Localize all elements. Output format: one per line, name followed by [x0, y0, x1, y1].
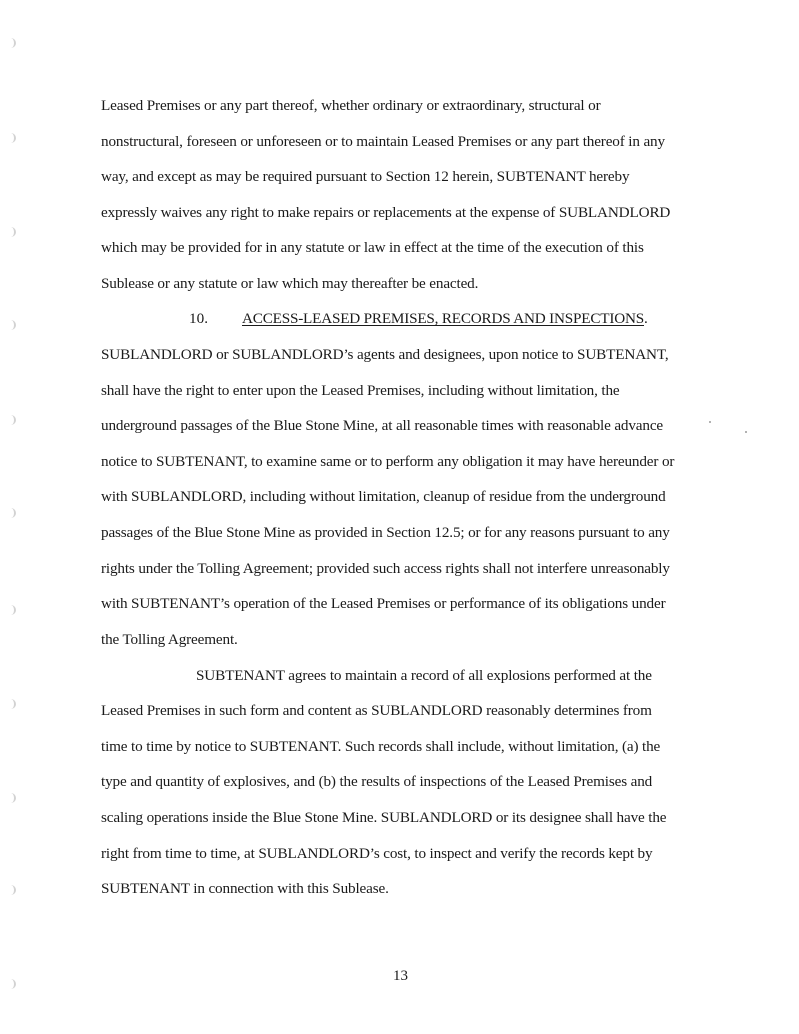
- section-number: 10.: [189, 310, 208, 327]
- text-line: Leased Premises in such form and content as SUBLANDLORD reasonably determines from: [101, 702, 652, 719]
- scan-margin-mark: [9, 979, 16, 989]
- scan-margin-mark: [9, 38, 16, 48]
- scan-margin-mark: [9, 885, 16, 895]
- section-title: [242, 310, 648, 328]
- text-line: type and quantity of explosives, and (b) the results of inspections of the Leased Premises and: [101, 773, 653, 790]
- section-title-punct: .: [644, 310, 648, 327]
- scan-margin-mark: [9, 415, 16, 425]
- scan-margin-mark: [9, 227, 16, 237]
- text-line: Leased Premises or any part thereof, whether ordinary or extraordinary, structural or: [101, 97, 601, 114]
- text-line: which may be provided for in any statute or law in effect at the time of the execution of this: [101, 239, 644, 256]
- text-line: with SUBTENANT’s operation of the Leased Premises or performance of its obligations under: [101, 595, 666, 612]
- text-line: SUBTENANT agrees to maintain a record of all explosions performed at the: [196, 667, 652, 684]
- text-line: with SUBLANDLORD, including without limitation, cleanup of residue from the underground: [101, 488, 666, 505]
- text-line: SUBLANDLORD or SUBLANDLORD’s agents and designees, upon notice to SUBTENANT,: [101, 346, 669, 363]
- text-line: shall have the right to enter upon the Leased Premises, including without limitation, the: [101, 382, 620, 399]
- scan-margin-mark: [9, 508, 16, 518]
- scan-margin-mark: [9, 699, 16, 709]
- text-line: Sublease or any statute or law which may thereafter be enacted.: [101, 275, 479, 292]
- text-line: right from time to time, at SUBLANDLORD’s cost, to inspect and verify the records kept by: [101, 845, 653, 862]
- scan-margin-mark: [9, 320, 16, 330]
- text-line: passages of the Blue Stone Mine as provided in Section 12.5; or for any reasons pursuant to any: [101, 524, 670, 541]
- text-line: expressly waives any right to make repairs or replacements at the expense of SUBLANDLORD: [101, 204, 671, 221]
- text-line: notice to SUBTENANT, to examine same or to perform any obligation it may have hereunder or: [101, 453, 675, 470]
- text-line: underground passages of the Blue Stone Mine, at all reasonable times with reasonable advance: [101, 417, 664, 434]
- text-line: nonstructural, foreseen or unforeseen or to maintain Leased Premises or any part thereof in any: [101, 133, 665, 150]
- page-number: 13: [393, 968, 408, 984]
- scan-speck: [709, 421, 711, 423]
- text-line: way, and except as may be required pursuant to Section 12 herein, SUBTENANT hereby: [101, 168, 630, 185]
- scan-speck: [745, 431, 747, 433]
- scan-margin-mark: [9, 605, 16, 615]
- text-line: rights under the Tolling Agreement; provided such access rights shall not interfere unreasonably: [101, 560, 670, 577]
- text-line: time to time by notice to SUBTENANT. Such records shall include, without limitation, (a) the: [101, 738, 661, 755]
- text-line: scaling operations inside the Blue Stone Mine. SUBLANDLORD or its designee shall have the: [101, 809, 667, 826]
- text-line: SUBTENANT in connection with this Sublease.: [101, 880, 389, 897]
- scan-margin-mark: [9, 793, 16, 803]
- section-title-text: ACCESS-LEASED PREMISES, RECORDS AND INSPECTIONS: [242, 310, 644, 327]
- text-line: the Tolling Agreement.: [101, 631, 238, 648]
- scan-margin-mark: [9, 133, 16, 143]
